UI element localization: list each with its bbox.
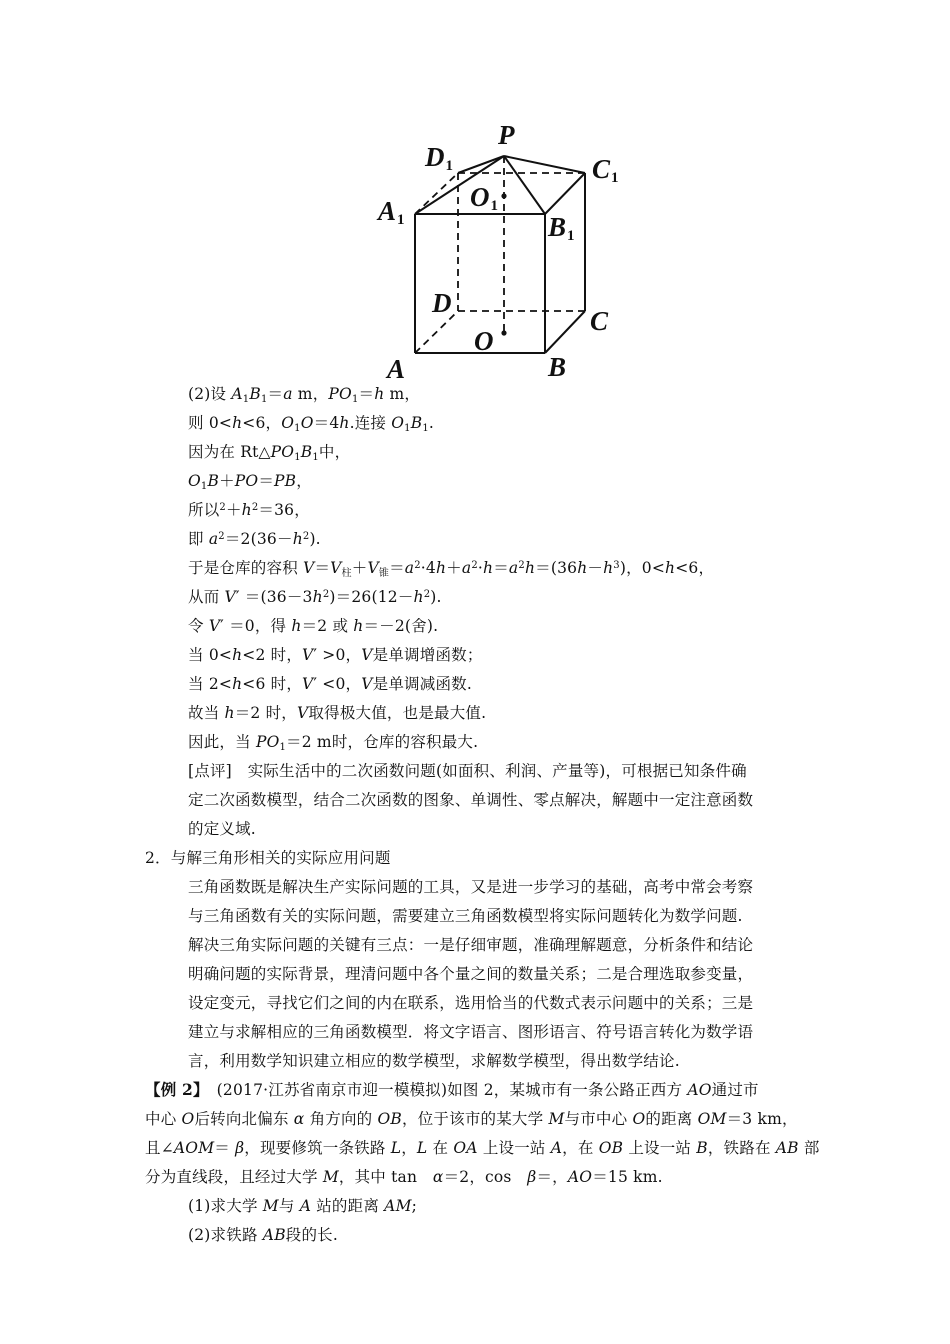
solution-line-7: 于是仓库的容积 $V=V_柱+V_锥=a^2\cdot 4h+a^2\cdot h=a^2h=(36h-h^3)$，0<h<6， [188, 559, 715, 579]
solution-line-11: 当 2<h<6 时，V′ <0，V是单调减函数. [188, 675, 472, 693]
edge-bc [545, 311, 585, 353]
section-2-heading: 2．与解三角形相关的实际应用问题 [145, 849, 391, 867]
edge-b1c1 [545, 173, 585, 214]
solution-line-1: (2)设 $A_1B_1=a$ m，$PO_1=h$ m， [188, 385, 421, 405]
label-a1: $A_1$ [378, 196, 405, 228]
section-2-para-line-6: 建立与求解相应的三角函数模型．将文字语言、图形语言、符号语言转化为数学语 [188, 1023, 754, 1041]
section-2-para-line-2: 与三角函数有关的实际问题，需要建立三角函数模型将实际问题转化为数学问题. [188, 907, 743, 925]
example-2-line-1: 【例 2】 (2017·江苏省南京市迎一模模拟)如图 2，某城市有一条公路正西方 AO通过市 [145, 1080, 759, 1099]
label-d1: $D_1$ [425, 142, 453, 174]
example-2-line-4: 分为直线段，且经过大学 M，其中 tan α＝2，cos β＝，AO＝15 km. [145, 1168, 663, 1186]
edge-pb1 [504, 156, 545, 214]
solution-line-10: 当 0<h<2 时，V′ >0，V是单调增函数； [188, 646, 483, 664]
solution-line-4: $O_1B+PO=PB$， [188, 472, 312, 492]
solution-line-5: 所以$^2+h^2=36$， [188, 501, 310, 519]
label-c1: $C_1$ [592, 154, 619, 186]
section-2-para-line-1: 三角函数既是解决生产实际问题的工具，又是进一步学习的基础，高考中常会考察 [188, 878, 754, 896]
solution-line-9: 令 V′ ＝0，得 h＝2 或 h＝－2(舍). [188, 617, 439, 635]
edge-a1d1-hidden [415, 173, 458, 214]
point-o1 [501, 193, 506, 198]
solution-line-12: 故当 h＝2 时，V取得极大值，也是最大值. [188, 704, 487, 722]
label-o1: $O_1$ [470, 182, 498, 214]
example-2-line-2: 中心 O后转向北偏东 α 角方向的 OB，位于该市的某大学 M与市中心 O的距离 OM＝3 km， [145, 1110, 798, 1128]
label-d: D [432, 288, 452, 318]
section-2-para-line-5: 设定变元，寻找它们之间的内在联系，选用恰当的代数式表示问题中的关系；三是 [188, 994, 754, 1012]
label-b1: $B_1$ [548, 212, 575, 244]
comment-line-2: 定二次函数模型，结合二次函数的图象、单调性、零点解决，解题中一定注意函数 [188, 791, 754, 809]
comment-line-3: 的定义域. [188, 820, 256, 838]
point-o [501, 330, 506, 335]
comment-line-1: [点评] 实际生活中的二次函数问题(如面积、利润、产量等)，可根据已知条件确 [188, 762, 747, 780]
example-2-question-1: (1)求大学 M与 A 站的距离 AM; [188, 1197, 418, 1215]
edge-pc1 [504, 156, 585, 173]
example-2-tag: 【例 2】 [145, 1080, 201, 1099]
label-o: O [474, 326, 494, 356]
label-c: C [590, 306, 609, 336]
solution-line-2: 则 0<h<6，$O_1O=4h$.连接 $O_1B_1$. [188, 414, 435, 434]
example-2-line-3: 且∠AOM＝ β，现要修筑一条铁路 L，L 在 OA 上设一站 A，在 OB 上设一站 B，铁路在 AB 部 [145, 1139, 820, 1157]
label-p: P [498, 120, 515, 150]
label-a: A [387, 354, 406, 384]
prism-diagram [370, 118, 630, 388]
example-2-question-2: (2)求铁路 AB段的长. [188, 1226, 339, 1244]
solution-line-6: 即 $a^2=2(36-h^2)$. [188, 530, 321, 548]
section-2-para-line-4: 明确问题的实际背景，理清问题中各个量之间的数量关系；二是合理选取参变量， [188, 965, 754, 983]
label-b: B [548, 352, 567, 382]
section-2-para-line-3: 解决三角实际问题的关键有三点：一是仔细审题，准确理解题意，分析条件和结论 [188, 936, 754, 954]
solution-line-8: 从而 $V' =(36-3h^2)=26(12-h^2)$. [188, 588, 442, 606]
solution-line-3: 因为在 $Rt\triangle PO_1B_1$中， [188, 443, 351, 463]
prism-figure [370, 118, 630, 388]
section-2-para-line-7: 言，利用数学知识建立相应的数学模型，求解数学模型，得出数学结论. [188, 1052, 680, 1070]
solution-line-13: 因此，当 $PO_1=2$ m时，仓库的容积最大. [188, 733, 479, 753]
